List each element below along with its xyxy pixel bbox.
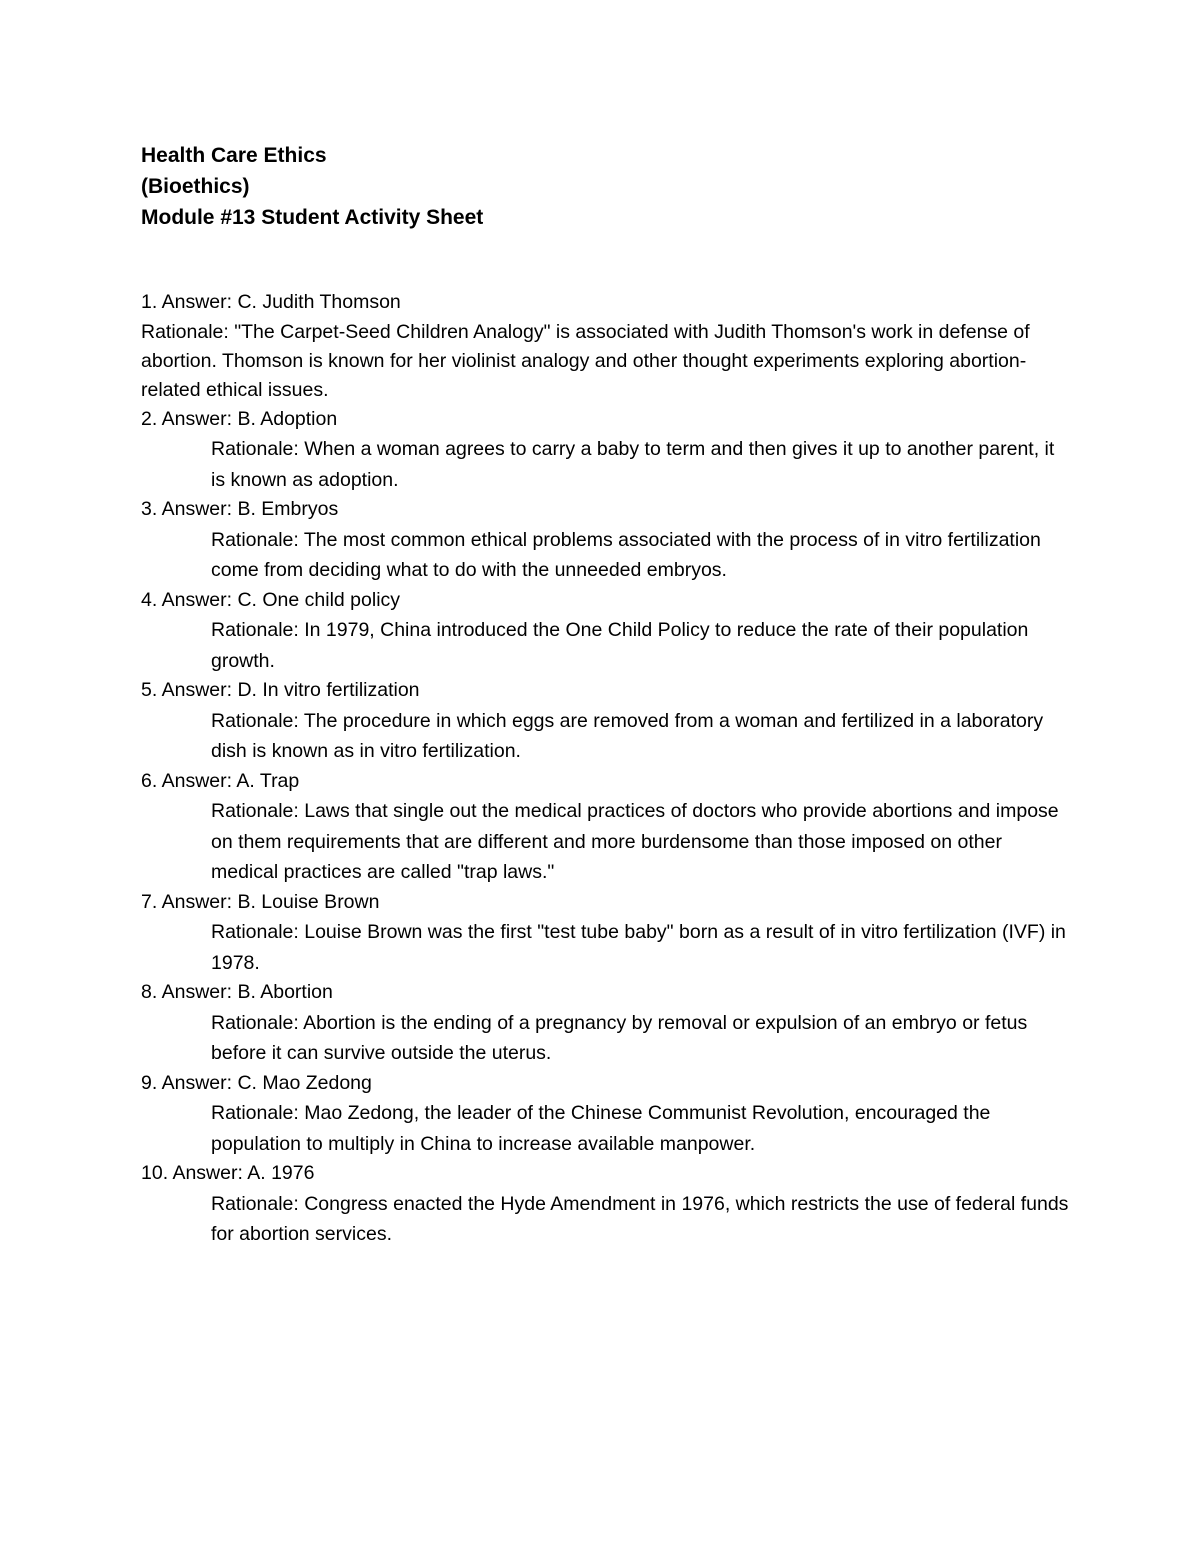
answer-item-6 [141,767,1071,888]
answer-item-8 [141,978,1071,1069]
answer-item-3 [141,495,1071,586]
document-subtitle: (Bioethics) [141,175,250,198]
rationale-text: Rationale: In 1979, China introduced the One Child Policy to reduce the rate of their population growth. [211,619,1029,672]
document-page [141,140,1071,1250]
answer-item-5 [141,676,1071,767]
answer-line: 1. Answer: C. Judith Thomson [141,291,401,313]
document-title: Health Care Ethics [141,144,327,167]
answer-line: 8. Answer: B. Abortion [141,981,333,1003]
module-title: Module #13 Student Activity Sheet [141,206,484,229]
answer-line: 4. Answer: C. One child policy [141,588,401,611]
answer-item-10 [141,1159,1071,1250]
answer-item-7 [141,888,1071,979]
answer-line: 10. Answer: A. 1976 [141,1162,315,1184]
answer-line: 7. Answer: B. Louise Brown [141,890,380,913]
document-header [141,140,1071,233]
rationale-text: Rationale: When a woman agrees to carry a baby to term and then gives it up to another parent, it is known as adoption. [211,438,1055,491]
answer-line: 5. Answer: D. In vitro fertilization [141,679,420,701]
answer-list [141,288,1071,1250]
rationale-text: Rationale: The procedure in which eggs are removed from a woman and fertilized in a laboratory dish is known as in vitro fertilization. [211,709,1044,762]
answer-line: 9. Answer: C. Mao Zedong [141,1071,372,1094]
answer-item-2 [141,405,1071,496]
answer-line: 2. Answer: B. Adoption [141,407,338,430]
answer-item-9 [141,1069,1071,1160]
rationale-text: Rationale: Congress enacted the Hyde Amendment in 1976, which restricts the use of federal funds for abortion services. [211,1192,1069,1245]
answer-line: 3. Answer: B. Embryos [141,498,339,520]
answer-item-1 [141,288,1071,405]
rationale-text: Rationale: Abortion is the ending of a pregnancy by removal or expulsion of an embryo or fetus before it can survive outside the uterus. [211,1011,1028,1064]
rationale-text: Rationale: The most common ethical problems associated with the process of in vitro fertilization come from deciding what to do with the unneeded embryos. [211,528,1041,581]
answer-item-4 [141,586,1071,677]
rationale-text: Rationale: Mao Zedong, the leader of the Chinese Communist Revolution, encouraged the population to multiply in China to increase available manpower. [211,1102,991,1155]
rationale-text: Rationale: Louise Brown was the first "test tube baby" born as a result of in vitro fertilization (IVF) in 1978. [211,921,1066,974]
rationale-text: Rationale: Laws that single out the medical practices of doctors who provide abortions and impose on them requirements that are different and more burdensome than those imposed on other medical practices are called "trap laws." [211,800,1059,883]
rationale-text: Rationale: "The Carpet-Seed Children Analogy" is associated with Judith Thomson's work in defense of abortion. Thomson is known for her violinist analogy and other thought experiments exploring abortion-related ethical issues. [141,320,1030,401]
answer-line: 6. Answer: A. Trap [141,769,300,792]
